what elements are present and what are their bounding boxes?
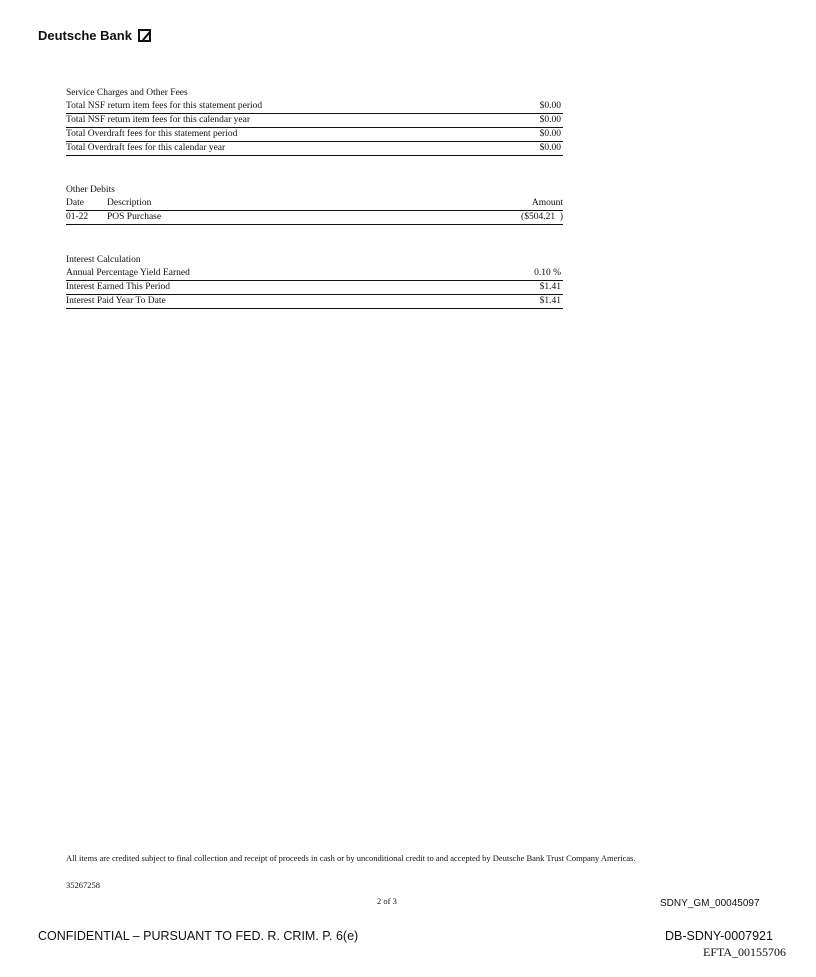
- interest-amount: $1.41: [539, 282, 561, 292]
- other-debits-title: Other Debits: [66, 185, 115, 195]
- table-row: [66, 267, 563, 281]
- account-reference: 35267258: [66, 880, 100, 890]
- confidential-notice: CONFIDENTIAL – PURSUANT TO FED. R. CRIM. P. 6(e): [38, 929, 359, 943]
- fee-label: Total NSF return item fees for this calendar year: [66, 115, 250, 125]
- interest-section: [66, 254, 563, 309]
- other-debits-section: [66, 184, 563, 225]
- bank-header: [38, 28, 151, 43]
- table-row: [66, 114, 563, 128]
- efta-number: EFTA_00155706: [703, 945, 787, 959]
- fee-label: Total Overdraft fees for this calendar year: [66, 143, 226, 153]
- interest-title: Interest Calculation: [66, 255, 141, 265]
- debit-date: 01-22: [66, 212, 89, 222]
- table-row: [66, 100, 563, 114]
- interest-amount: 0.10 %: [534, 268, 561, 278]
- deutsche-bank-logo-icon: [138, 29, 151, 42]
- disclaimer-text: All items are credited subject to final collection and receipt of proceeds in cash or by unconditional credit to and accepted by Deutsche Bank Trust Company Americas.: [66, 853, 636, 863]
- debit-amount: ($504.21 ): [521, 212, 563, 222]
- interest-label: Interest Paid Year To Date: [66, 296, 166, 306]
- fee-label: Total Overdraft fees for this statement period: [66, 129, 238, 139]
- interest-label: Interest Earned This Period: [66, 282, 171, 292]
- interest-label: Annual Percentage Yield Earned: [66, 268, 190, 278]
- table-row: [66, 295, 563, 309]
- bates-number-gm: SDNY_GM_00045097: [660, 898, 760, 909]
- fee-amount: $0.00: [539, 101, 561, 111]
- fee-amount: $0.00: [539, 129, 561, 139]
- debit-description: POS Purchase: [107, 212, 162, 222]
- table-row: [66, 211, 563, 225]
- interest-amount: $1.41: [539, 296, 561, 306]
- column-header-amount: Amount: [531, 198, 563, 208]
- fee-amount: $0.00: [539, 115, 561, 125]
- column-header-date: Date: [66, 198, 84, 208]
- service-charges-section: [66, 87, 563, 156]
- service-charges-title: Service Charges and Other Fees: [66, 88, 188, 98]
- table-row: [66, 281, 563, 295]
- table-row: [66, 142, 563, 156]
- fee-label: Total NSF return item fees for this statement period: [66, 101, 263, 111]
- table-row: [66, 128, 563, 142]
- page-number: 2 of 3: [377, 896, 397, 906]
- column-header-description: Description: [107, 198, 152, 208]
- bank-name: Deutsche Bank: [38, 28, 132, 43]
- bates-number-db: DB-SDNY-0007921: [665, 929, 773, 943]
- table-header: [66, 197, 563, 211]
- fee-amount: $0.00: [539, 143, 561, 153]
